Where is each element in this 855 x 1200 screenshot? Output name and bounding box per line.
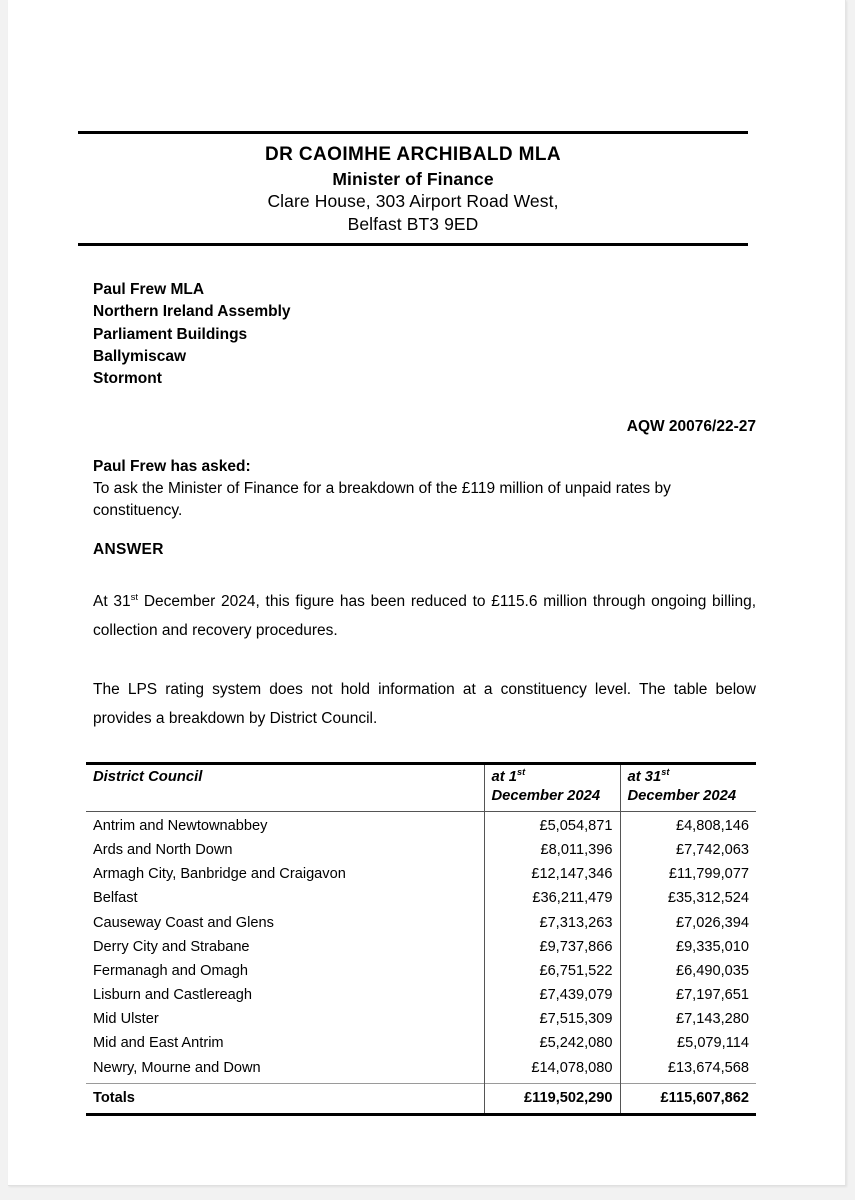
cell-at-31-december: £9,335,010 bbox=[620, 935, 756, 959]
cell-at-1-december: £5,054,871 bbox=[484, 811, 620, 838]
page-content-area bbox=[78, 0, 756, 1185]
table-row bbox=[86, 1007, 756, 1031]
answer-paragraph-1 bbox=[93, 587, 756, 646]
cell-council-name: Armagh City, Banbridge and Craigavon bbox=[93, 866, 346, 883]
cell-at-1-december: £7,439,079 bbox=[484, 983, 620, 1007]
cell-council-name: Ards and North Down bbox=[93, 842, 233, 859]
cell-at-1-december: £12,147,346 bbox=[484, 862, 620, 886]
cell-council-name: Fermanagh and Omagh bbox=[93, 962, 248, 979]
district-council-table bbox=[86, 762, 756, 1116]
cell-council-name: Mid and East Antrim bbox=[93, 1035, 224, 1052]
table-row bbox=[86, 862, 756, 886]
cell-at-1-december: £36,211,479 bbox=[484, 886, 620, 910]
col2-prefix: at 31 bbox=[627, 769, 662, 785]
column-header-district-council-label: District Council bbox=[93, 769, 203, 785]
recipient-name: Paul Frew MLA bbox=[93, 281, 205, 298]
recipient-organisation: Northern Ireland Assembly bbox=[93, 303, 291, 321]
totals-at-1-december: £119,502,290 bbox=[484, 1083, 620, 1114]
document-page bbox=[8, 0, 846, 1186]
answer-p1-ordinal-suffix: st bbox=[130, 591, 139, 603]
cell-at-31-december: £35,312,524 bbox=[620, 886, 756, 910]
table-row bbox=[86, 983, 756, 1007]
question-block bbox=[93, 456, 756, 521]
recipient-building: Parliament Buildings bbox=[93, 325, 248, 343]
column-header-at-31-december-line1 bbox=[628, 768, 750, 787]
cell-council-name: Antrim and Newtownabbey bbox=[93, 817, 268, 834]
cell-at-31-december: £4,808,146 bbox=[620, 811, 756, 838]
cell-at-1-december: £6,751,522 bbox=[484, 959, 620, 983]
recipient-address-block bbox=[93, 279, 291, 391]
column-header-at-1-december-line2: December 2024 bbox=[491, 787, 601, 804]
cell-at-1-december: £5,242,080 bbox=[484, 1031, 620, 1055]
cell-at-31-december: £7,026,394 bbox=[620, 911, 756, 935]
totals-at-31-december: £115,607,862 bbox=[620, 1083, 756, 1114]
column-header-at-31-december bbox=[620, 764, 756, 812]
table-row bbox=[86, 886, 756, 910]
col1-ordinal-suffix: st bbox=[517, 767, 526, 778]
cell-at-31-december: £13,674,568 bbox=[620, 1056, 756, 1084]
cell-at-31-december: £7,143,280 bbox=[620, 1007, 756, 1031]
cell-council-name: Derry City and Strabane bbox=[93, 938, 250, 955]
column-header-district-council bbox=[86, 764, 484, 812]
table-row bbox=[86, 935, 756, 959]
question-text: To ask the Minister of Finance for a breakdown of the £119 million of unpaid rates by constituency. bbox=[93, 480, 671, 519]
cell-at-1-december: £14,078,080 bbox=[484, 1056, 620, 1084]
cell-at-31-december: £11,799,077 bbox=[620, 862, 756, 886]
cell-at-31-december: £7,197,651 bbox=[620, 983, 756, 1007]
column-header-at-1-december bbox=[484, 764, 620, 812]
address-line-1: Clare House, 303 Airport Road West, bbox=[267, 191, 559, 212]
col1-prefix: at 1 bbox=[491, 769, 517, 785]
column-header-at-1-december-line1 bbox=[492, 768, 613, 787]
totals-label: Totals bbox=[86, 1083, 484, 1114]
cell-council-name: Causeway Coast and Glens bbox=[93, 914, 274, 931]
table-totals-row bbox=[86, 1083, 756, 1114]
cell-council-name: Mid Ulster bbox=[93, 1011, 159, 1028]
table-row bbox=[86, 911, 756, 935]
table-row bbox=[86, 838, 756, 862]
table-body bbox=[86, 811, 756, 1083]
table-row bbox=[86, 1031, 756, 1055]
minister-name: DR CAOIMHE ARCHIBALD MLA bbox=[265, 144, 561, 165]
cell-at-1-december: £7,515,309 bbox=[484, 1007, 620, 1031]
table-row bbox=[86, 1056, 756, 1084]
address-line-2: Belfast BT3 9ED bbox=[347, 214, 479, 235]
district-council-table-wrap bbox=[86, 762, 756, 1116]
cell-at-31-december: £5,079,114 bbox=[620, 1031, 756, 1055]
cell-at-1-december: £9,737,866 bbox=[484, 935, 620, 959]
cell-at-31-december: £6,490,035 bbox=[620, 959, 756, 983]
cell-at-1-december: £8,011,396 bbox=[484, 838, 620, 862]
cell-at-1-december: £7,313,263 bbox=[484, 911, 620, 935]
cell-council-name: Lisburn and Castlereagh bbox=[93, 987, 253, 1004]
answer-p1-part1: At 31 bbox=[93, 593, 131, 610]
table-row bbox=[86, 959, 756, 983]
recipient-locality: Ballymiscaw bbox=[93, 347, 187, 365]
recipient-area: Stormont bbox=[93, 370, 162, 388]
question-reference-number: AQW 20076/22-27 bbox=[626, 418, 756, 435]
letterhead bbox=[78, 131, 748, 246]
minister-role: Minister of Finance bbox=[332, 168, 494, 189]
column-header-at-31-december-line2: December 2024 bbox=[627, 787, 737, 804]
table-header-row bbox=[86, 764, 756, 812]
answer-heading: ANSWER bbox=[93, 541, 164, 558]
table-row bbox=[86, 811, 756, 838]
cell-council-name: Newry, Mourne and Down bbox=[93, 1059, 261, 1076]
table-footer bbox=[86, 1083, 756, 1114]
cell-council-name: Belfast bbox=[93, 890, 138, 907]
answer-paragraph-2: The LPS rating system does not hold information at a constituency level. The table below provides a breakdown by District Council. bbox=[93, 680, 756, 728]
question-asker-label: Paul Frew has asked: bbox=[93, 458, 251, 475]
answer-body bbox=[93, 587, 756, 734]
answer-p1-part2: December 2024, this figure has been reduced to £115.6 million through ongoing billing, collection and recovery procedures. bbox=[93, 593, 757, 640]
cell-at-31-december: £7,742,063 bbox=[620, 838, 756, 862]
table-header bbox=[86, 764, 756, 812]
col2-ordinal-suffix: st bbox=[661, 767, 670, 778]
